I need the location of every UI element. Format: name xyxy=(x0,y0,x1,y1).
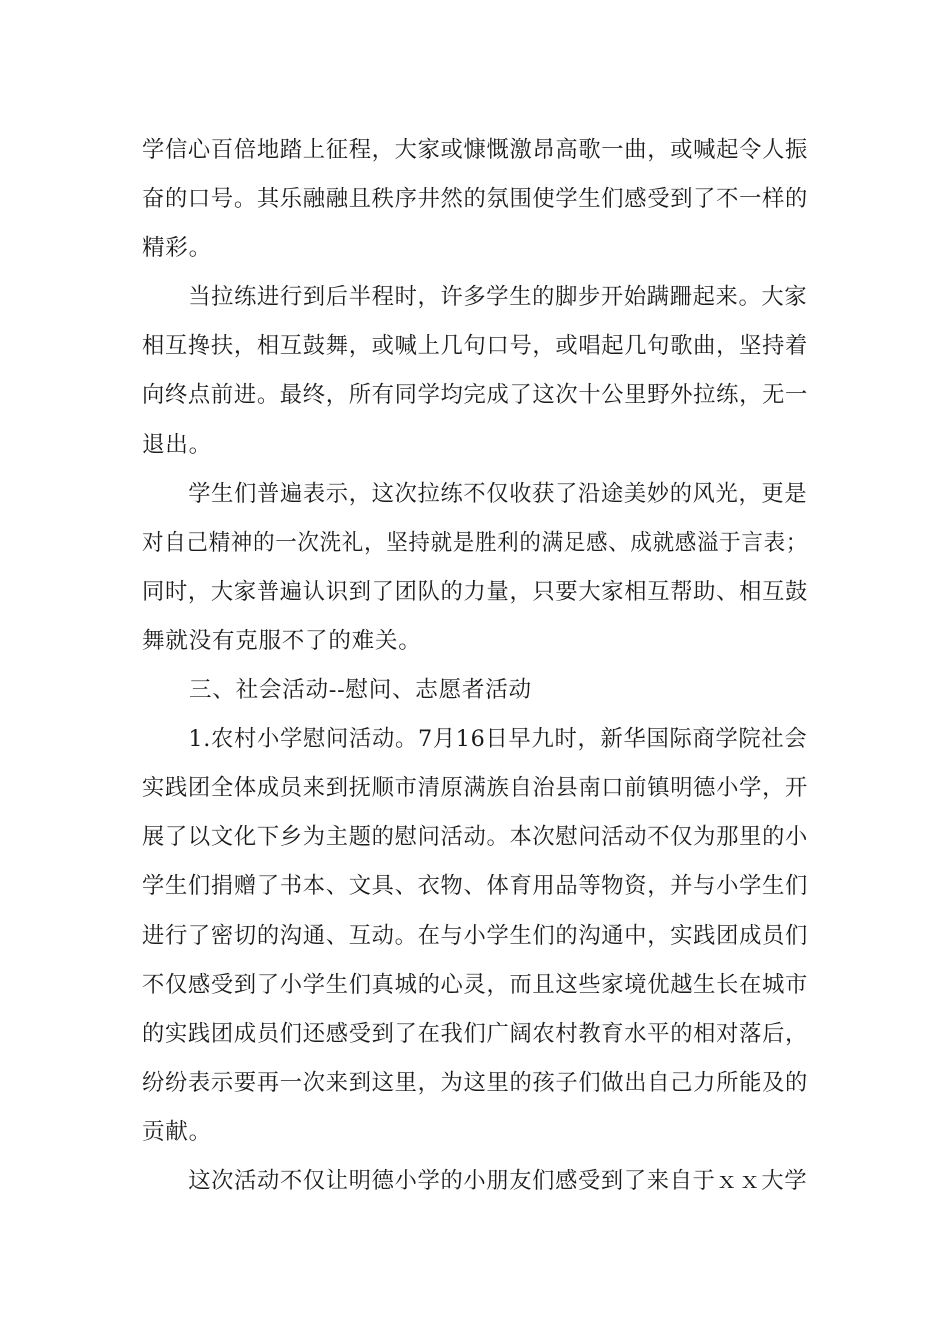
text-line: 精彩。 xyxy=(142,235,212,262)
text-line: 纷纷表示要再一次来到这里，为这里的孩子们做出自己力所能及的 xyxy=(142,1069,809,1096)
text-line: 贡献。 xyxy=(142,1118,212,1145)
paragraph xyxy=(142,470,808,666)
paragraph xyxy=(142,715,808,1157)
text-line: 1.农村小学慰问活动。7月16日早九时，新华国际商学院社会 xyxy=(188,726,808,753)
text-line: 学信心百倍地踏上征程，大家或慷慨激昂高歌一曲，或喊起令人振 xyxy=(142,137,809,163)
text-line: 相互搀扶，相互鼓舞，或喊上几句口号，或唱起几句歌曲，坚持着 xyxy=(142,333,809,360)
section-heading-text: 三、社会活动--慰问、志愿者活动 xyxy=(189,677,532,704)
text-line: 舞就没有克服不了的难关。 xyxy=(142,627,422,654)
text-line: 学生们捐赠了书本、文具、衣物、体育用品等物资，并与小学生们 xyxy=(142,873,809,900)
text-line: 展了以文化下乡为主题的慰问活动。本次慰问活动不仅为那里的小 xyxy=(142,824,809,851)
text-line: 当拉练进行到后半程时，许多学生的脚步开始蹒跚起来。大家 xyxy=(188,284,808,311)
text-line: 实践团全体成员来到抚顺市清原满族自治县南口前镇明德小学，开 xyxy=(142,775,809,802)
text-line: 这次活动不仅让明德小学的小朋友们感受到了来自于ｘｘ大学 xyxy=(188,1167,808,1194)
text-line: 的实践团成员们还感受到了在我们广阔农村教育水平的相对落后， xyxy=(142,1020,809,1047)
text-line: 奋的口号。其乐融融且秩序井然的氛围使学生们感受到了不一样的 xyxy=(142,186,809,213)
text-line: 学生们普遍表示，这次拉练不仅收获了沿途美妙的风光，更是 xyxy=(188,480,808,507)
document-body xyxy=(142,126,808,1206)
text-line: 对自己精神的一次洗礼，坚持就是胜利的满足感、成就感溢于言表； xyxy=(142,529,808,556)
text-line: 向终点前进。最终，所有同学均完成了这次十公里野外拉练，无一 xyxy=(142,382,809,409)
text-line: 同时，大家普遍认识到了团队的力量，只要大家相互帮助、相互鼓 xyxy=(142,578,809,605)
section-heading xyxy=(142,666,808,715)
text-line: 不仅感受到了小学生们真城的心灵，而且这些家境优越生长在城市 xyxy=(142,971,809,998)
paragraph xyxy=(142,273,808,469)
paragraph xyxy=(142,1157,808,1206)
text-line: 进行了密切的沟通、互动。在与小学生们的沟通中，实践团成员们 xyxy=(142,922,809,949)
paragraph xyxy=(142,126,808,273)
text-line: 退出。 xyxy=(142,431,212,458)
